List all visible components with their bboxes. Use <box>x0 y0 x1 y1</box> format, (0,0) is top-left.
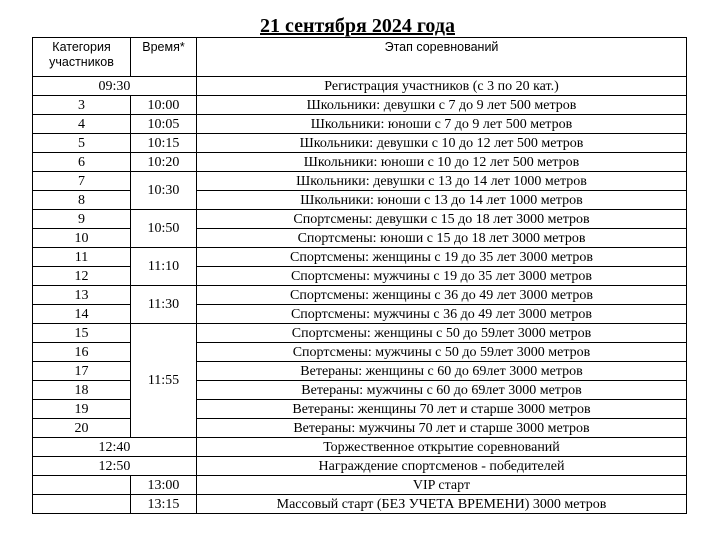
awards-time: 12:50 <box>33 457 197 476</box>
header-time: Время* <box>131 38 197 77</box>
row-stage: Школьники: девушки с 13 до 14 лет 1000 метров <box>197 172 687 191</box>
row-category: 3 <box>33 96 131 115</box>
row-stage: Школьники: юноши с 10 до 12 лет 500 метров <box>197 153 687 172</box>
row-stage: Спортсмены: мужчины с 36 до 49 лет 3000 метров <box>197 305 687 324</box>
table-row <box>33 115 687 134</box>
row-stage: Спортсмены: мужчины с 19 до 35 лет 3000 метров <box>197 267 687 286</box>
row-time: 10:15 <box>131 134 197 153</box>
registration-stage: Регистрация участников (с 3 по 20 кат.) <box>197 77 687 96</box>
table-row <box>33 134 687 153</box>
row-stage: Спортсмены: юноши с 15 до 18 лет 3000 метров <box>197 229 687 248</box>
row-category: 18 <box>33 381 131 400</box>
mass-time: 13:15 <box>131 495 197 514</box>
row-category: 6 <box>33 153 131 172</box>
row-category: 13 <box>33 286 131 305</box>
row-time: 10:05 <box>131 115 197 134</box>
row-category: 4 <box>33 115 131 134</box>
row-category: 11 <box>33 248 131 267</box>
row-category: 10 <box>33 229 131 248</box>
vip-stage: VIP старт <box>197 476 687 495</box>
row-stage: Ветераны: мужчины с 60 до 69лет 3000 метров <box>197 381 687 400</box>
opening-time: 12:40 <box>33 438 197 457</box>
mass-category <box>33 495 131 514</box>
row-stage: Спортсмены: мужчины с 50 до 59лет 3000 метров <box>197 343 687 362</box>
mass-start-row <box>33 495 687 514</box>
table-row <box>33 172 687 191</box>
row-stage: Ветераны: женщины 70 лет и старше 3000 метров <box>197 400 687 419</box>
row-category: 12 <box>33 267 131 286</box>
row-category: 14 <box>33 305 131 324</box>
registration-time: 09:30 <box>33 77 197 96</box>
row-stage: Школьники: юноши с 7 до 9 лет 500 метров <box>197 115 687 134</box>
row-stage: Спортсмены: женщины с 50 до 59лет 3000 метров <box>197 324 687 343</box>
row-stage: Ветераны: мужчины 70 лет и старше 3000 метров <box>197 419 687 438</box>
row-category: 8 <box>33 191 131 210</box>
table-header-row <box>33 38 687 77</box>
schedule-table <box>32 37 687 514</box>
row-category: 9 <box>33 210 131 229</box>
row-time: 11:30 <box>131 286 197 324</box>
page-title: 21 сентября 2024 года <box>260 15 455 37</box>
vip-row <box>33 476 687 495</box>
opening-row <box>33 438 687 457</box>
awards-stage: Награждение спортсменов - победителей <box>197 457 687 476</box>
registration-row <box>33 77 687 96</box>
row-stage: Школьники: девушки с 10 до 12 лет 500 метров <box>197 134 687 153</box>
awards-row <box>33 457 687 476</box>
row-category: 5 <box>33 134 131 153</box>
opening-stage: Торжественное открытие соревнований <box>197 438 687 457</box>
row-time: 11:55 <box>131 324 197 438</box>
table-row <box>33 324 687 343</box>
vip-time: 13:00 <box>131 476 197 495</box>
table-row <box>33 286 687 305</box>
row-category: 17 <box>33 362 131 381</box>
row-stage: Школьники: девушки с 7 до 9 лет 500 метров <box>197 96 687 115</box>
row-time: 10:30 <box>131 172 197 210</box>
row-category: 19 <box>33 400 131 419</box>
table-row <box>33 210 687 229</box>
row-time: 10:50 <box>131 210 197 248</box>
row-stage: Школьники: юноши с 13 до 14 лет 1000 метров <box>197 191 687 210</box>
row-category: 16 <box>33 343 131 362</box>
table-row <box>33 248 687 267</box>
row-stage: Спортсмены: женщины с 19 до 35 лет 3000 метров <box>197 248 687 267</box>
vip-category <box>33 476 131 495</box>
row-time: 11:10 <box>131 248 197 286</box>
row-stage: Ветераны: женщины с 60 до 69лет 3000 метров <box>197 362 687 381</box>
table-row <box>33 153 687 172</box>
mass-stage: Массовый старт (БЕЗ УЧЕТА ВРЕМЕНИ) 3000 метров <box>197 495 687 514</box>
row-category: 15 <box>33 324 131 343</box>
row-time: 10:20 <box>131 153 197 172</box>
table-row <box>33 96 687 115</box>
row-category: 7 <box>33 172 131 191</box>
row-stage: Спортсмены: девушки с 15 до 18 лет 3000 метров <box>197 210 687 229</box>
header-category: Категория участников <box>33 38 131 77</box>
row-time: 10:00 <box>131 96 197 115</box>
row-stage: Спортсмены: женщины с 36 до 49 лет 3000 метров <box>197 286 687 305</box>
header-stage: Этап соревнований <box>197 38 687 77</box>
row-category: 20 <box>33 419 131 438</box>
